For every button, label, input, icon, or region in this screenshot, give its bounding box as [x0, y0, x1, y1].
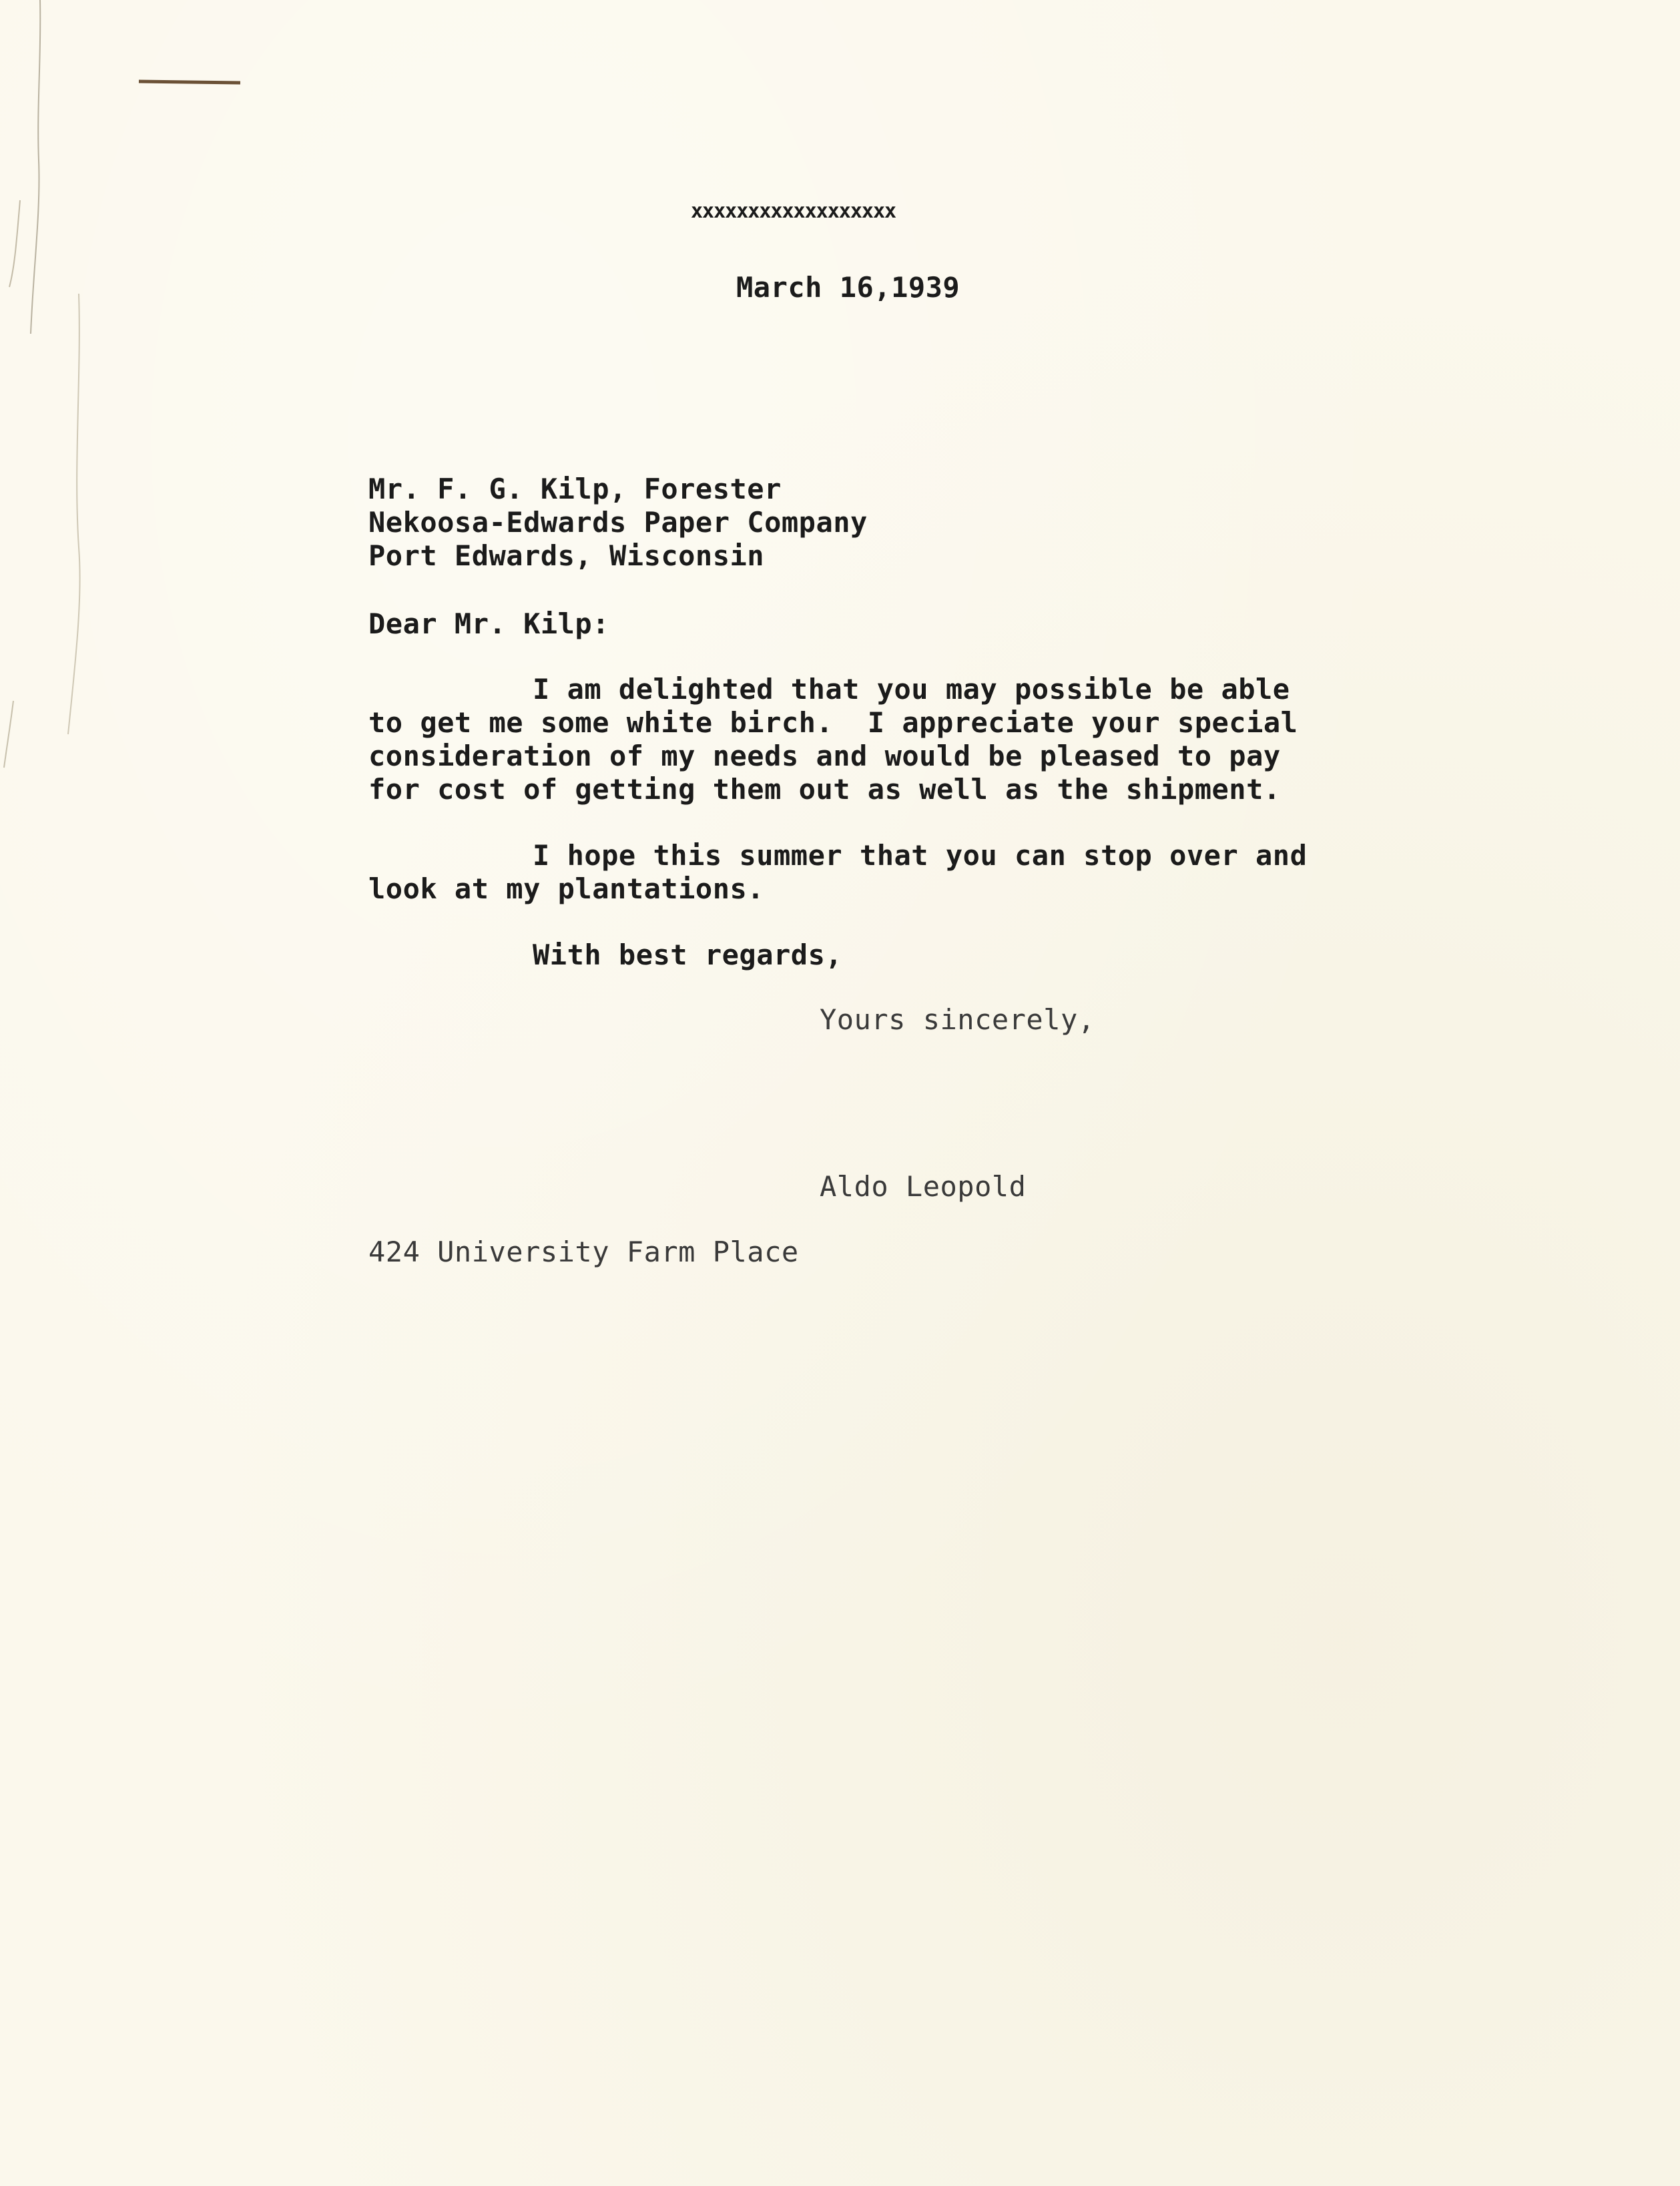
regards: With best regards, [533, 938, 843, 971]
recipient-line-2: Nekoosa-Edwards Paper Company [368, 506, 868, 539]
paragraph-1-line-2: to get me some white birch. I appreciate your special [368, 706, 1298, 739]
paper-edge-marks [0, 0, 280, 801]
recipient-line-3: Port Edwards, Wisconsin [368, 539, 765, 572]
letter-date: March 16,1939 [736, 271, 960, 304]
paragraph-1-line-1: I am delighted that you may possible be able [533, 673, 1290, 706]
sender-address: 424 University Farm Place [368, 1236, 799, 1268]
recipient-line-1: Mr. F. G. Kilp, Forester [368, 473, 782, 505]
signature-name: Aldo Leopold [820, 1170, 1027, 1203]
paragraph-2-line-2: look at my plantations. [368, 872, 765, 905]
paragraph-1-line-3: consideration of my needs and would be pleased to pay [368, 740, 1281, 772]
paragraph-1-line-4: for cost of getting them out as well as the shipment. [368, 773, 1281, 806]
salutation: Dear Mr. Kilp: [368, 607, 610, 640]
header-strike-mark: xxxxxxxxxxxxxxxxxx [691, 200, 896, 223]
closing: Yours sincerely, [820, 1003, 1095, 1036]
paragraph-2-line-1: I hope this summer that you can stop over and [533, 839, 1308, 872]
